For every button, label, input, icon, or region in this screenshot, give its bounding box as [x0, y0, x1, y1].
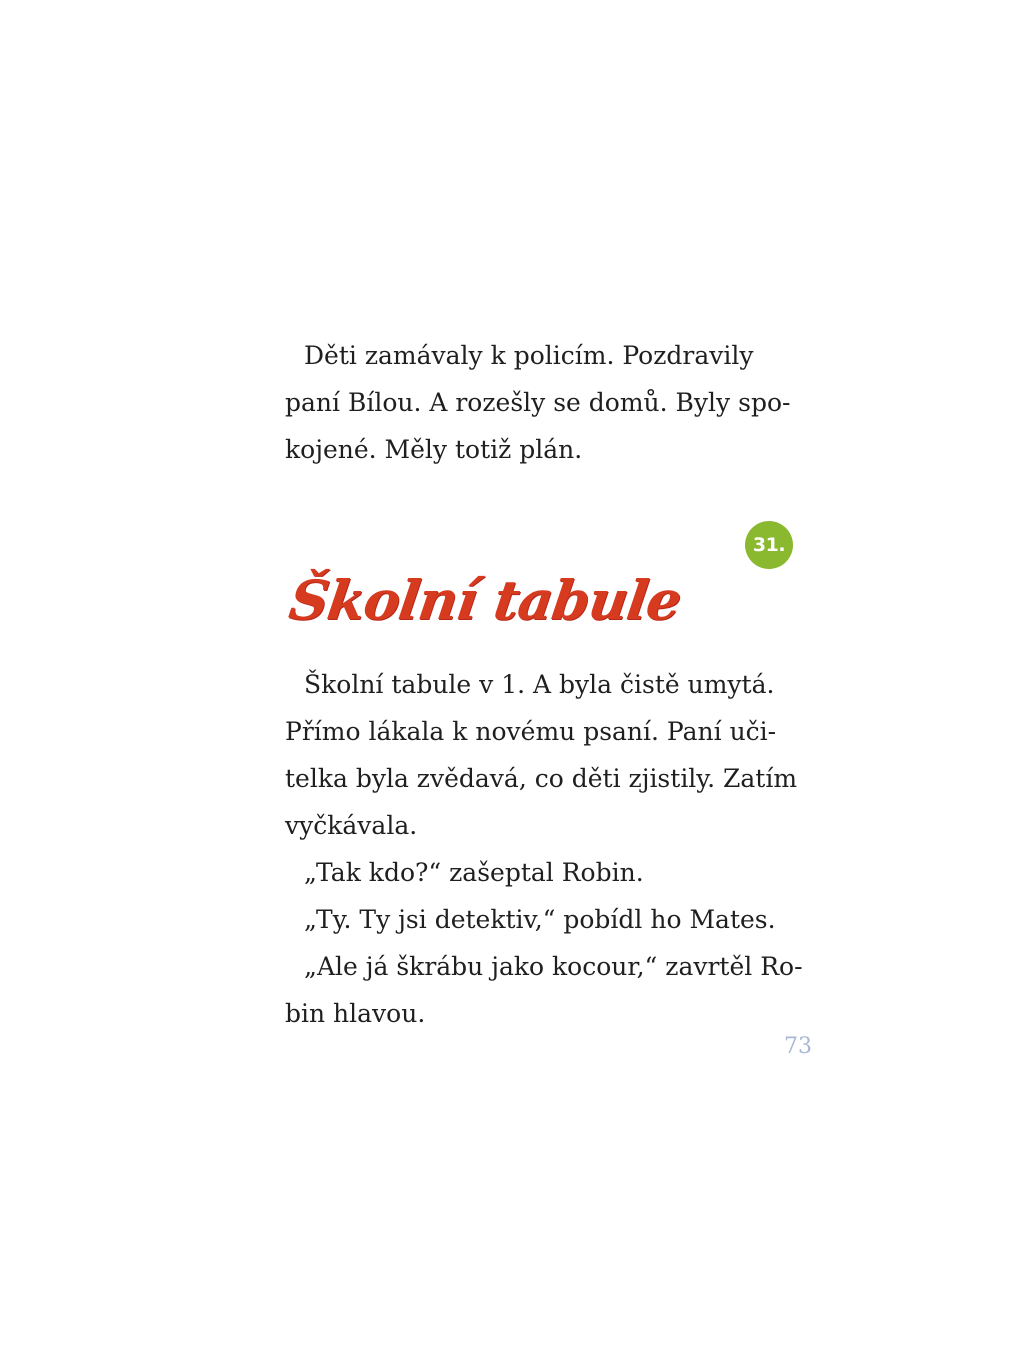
intro-paragraph	[285, 332, 805, 473]
dialogue-line: „Tak kdo?“ zašeptal Robin.	[304, 858, 644, 887]
text-line: Přímo lákala k novému psaní. Paní uči-	[285, 717, 777, 746]
text-line: Děti zamávaly k policím. Pozdravily	[304, 341, 754, 370]
text-line: paní Bílou. A rozešly se domů. Byly spo-	[285, 388, 791, 417]
text-line: vyčkávala.	[285, 811, 418, 840]
dialogue-line: „Ale já škrábu jako kocour,“ zavrtěl Ro-	[304, 952, 803, 981]
chapter-body	[285, 661, 805, 1037]
chapter-number-badge: 31.	[745, 521, 793, 569]
dialogue-line: „Ty. Ty jsi detektiv,“ pobídl ho Mates.	[304, 905, 776, 934]
chapter-title: Školní tabule	[285, 568, 685, 632]
text-line: Školní tabule v 1. A byla čistě umytá.	[304, 670, 775, 699]
text-line: telka byla zvědavá, co děti zjistily. Zatím	[285, 764, 798, 793]
text-line: kojené. Měly totiž plán.	[285, 435, 583, 464]
text-line: bin hlavou.	[285, 999, 426, 1028]
page-number: 73	[784, 1034, 812, 1059]
